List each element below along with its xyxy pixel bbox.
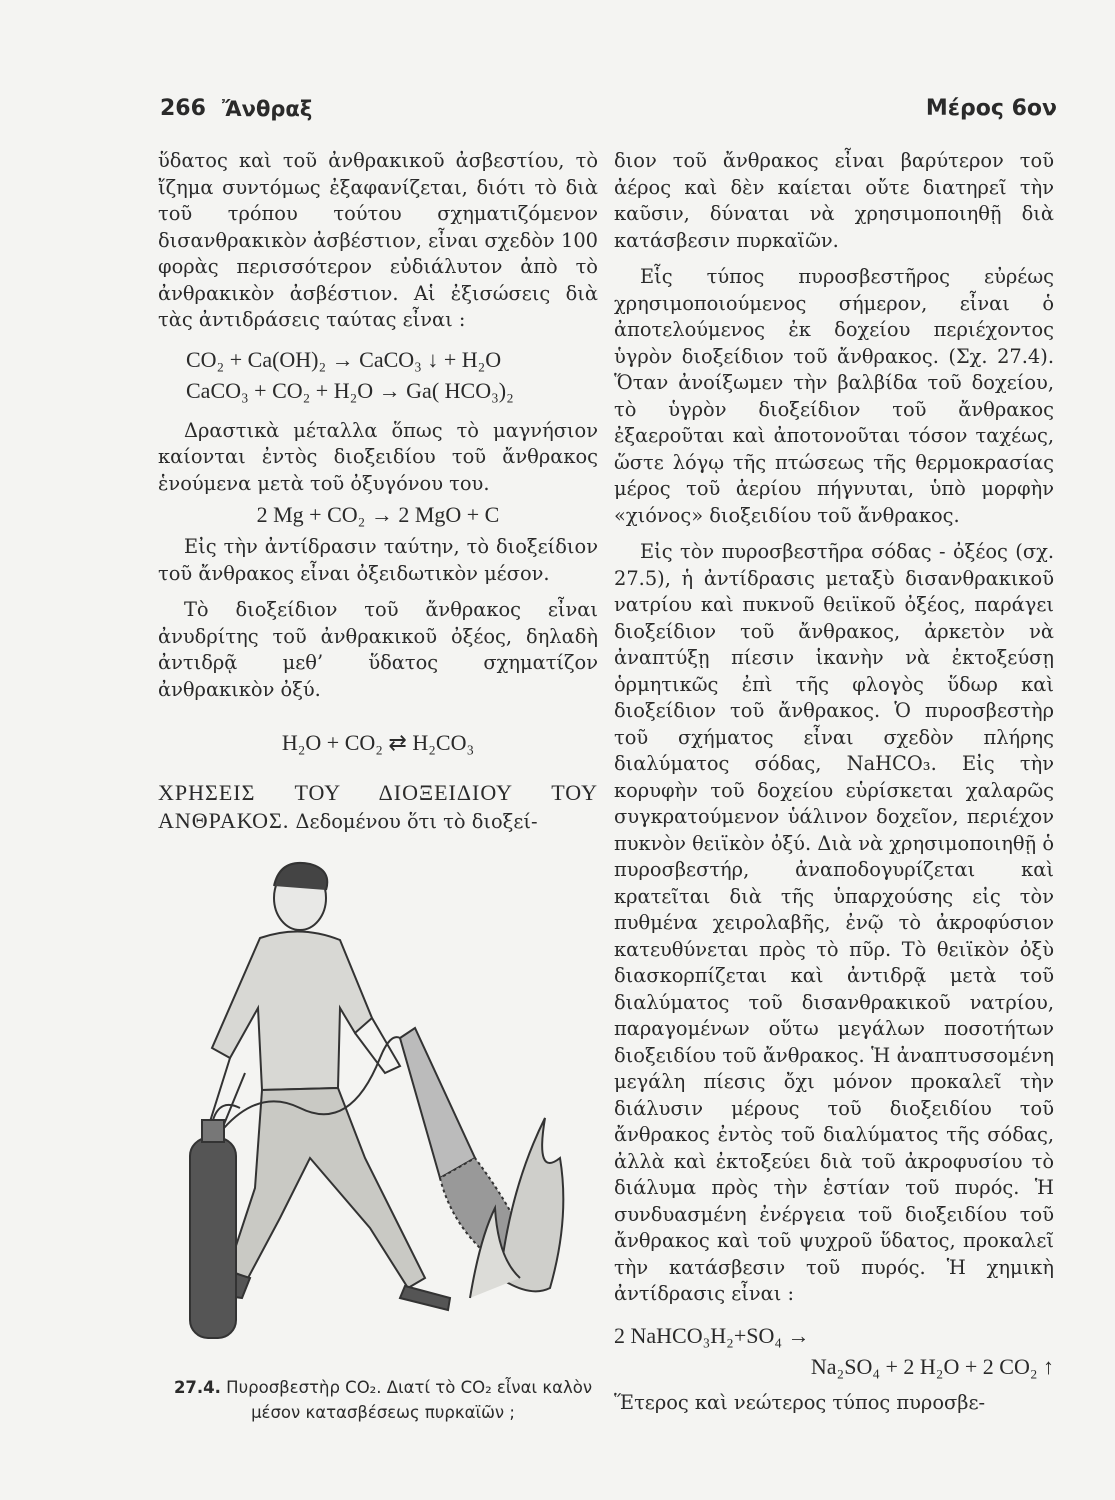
equation: H₂O + CO₂ ⇄ H₂CO₃ <box>281 730 475 755</box>
part-title: Μέρος 6ον <box>925 96 1057 121</box>
running-title: Ἄνθραξ <box>222 97 313 121</box>
figure-number: 27.4. <box>173 1378 221 1397</box>
paragraph: Ἕτερος καὶ νεώτερος τύπος πυροσβε- <box>614 1390 986 1414</box>
equation: CaCO₃ + CO₂ + H₂O → Ga( HCO₃)₂ <box>186 377 514 403</box>
section-heading-paragraph <box>158 780 598 835</box>
left-column <box>158 148 598 845</box>
paragraph: ὕδατος καὶ τοῦ ἀνθρακικοῦ ἀσβεστίου, τὸ ἴζημα συντόμως ἐξαφανίζεται, διότι τὸ διὰ τοῦ τρόπου τούτου σχηματιζόμενον δισανθρακικὸν ἀσβέστιον, εἶναι σχεδὸν 100 φορὰς περισσότερον εὐδιάλυτον ἀπὸ τὸ ἀνθρακικὸν ἀσβέστιον. Αἱ ἐξισώσεις διὰ τὰς ἀντιδράσεις ταύτας εἶναι : <box>158 149 598 331</box>
heading-continuation: Δεδομένου ὅτι τὸ διοξεί- <box>295 809 538 833</box>
paragraph: Εἰς τὸν πυροσβεστῆρα σόδας - ὀξέος (σχ. 27.5), ἡ ἀντίδρασις μεταξὺ δισανθρακικοῦ νατρίου καὶ πυκνοῦ θειϊκοῦ ὀξέος, παράγει διοξείδιον τοῦ ἄνθρακος, ἀρκετὸν νὰ ἀναπτύξῃ πίεσιν ἱκανὴν νὰ ἐκτοξεύσῃ ὁρμητικῶς ἐπὶ τῆς φλογὸς ὕδωρ καὶ διοξείδιον τοῦ ἄνθρακος. Ὁ πυροσβεστὴρ τοῦ σχήματος εἶναι σχεδὸν πλήρης διαλύματος σόδας, NaHCO₃. Εἰς τὴν κορυφὴν τοῦ δοχείου εὑρίσκεται χαλαρῶς συγκρατούμενον ὑάλινον δοχεῖον, περιέχον πυκνὸν θειϊκὸν ὀξύ. Διὰ νὰ χρησιμοποιηθῇ ὁ πυροσβεστήρ, ἀναποδογυρίζεται καὶ κρατεῖται διὰ τῆς ὑπαρχούσης εἰς τὸν πυθμένα χειρολαβῆς, ἐνῷ τὸ ἀκροφύσιον κατευθύνεται πρὸς τὸ πῦρ. Τὸ θειϊκὸν ὀξὺ διασκορπίζεται καὶ ἀντιδρᾷ μετὰ τοῦ διαλύματος τοῦ δισανθρακικοῦ νατρίου, παραγομένων οὕτω μεγάλων ποσοτήτων διοξειδίου τοῦ ἄνθρακος. Ἡ ἀναπτυσσομένη μεγάλη πίεσις ὄχι μόνον προκαλεῖ τὴν διάλυσιν μέρους τοῦ διοξειδίου τοῦ ἄνθρακος ἐντὸς τοῦ διαλύματος τῆς σόδας, ἀλλὰ καὶ ἐκτοξεύει διὰ τοῦ ἀκροφυσίου τὸ διάλυμα πρὸς τὴν ἑστίαν τοῦ πυρός. Ἡ συνδυασμένη ἐνέργεια τοῦ διοξειδίου τοῦ ἄνθρακος καὶ τοῦ ψυχροῦ ὕδατος, προκαλεῖ τὴν κατάσβεσιν τοῦ πυρός. Ἡ χημικὴ ἀντίδρασις εἶναι : <box>614 540 1054 1305</box>
equation-line: 2 NaHCO₃H₂+SO₄ → <box>614 1322 810 1348</box>
equation: 2 Mg + CO₂ → 2 MgO + C <box>256 502 500 527</box>
section-heading: ΧΡΗΣΕΙΣ ΤΟΥ ΔΙΟΞΕΙΔΙΟΥ ΤΟΥ ΑΝΘΡΑΚΟΣ. <box>158 780 598 833</box>
equation-block <box>614 1320 1054 1382</box>
right-column <box>614 148 1054 1426</box>
paragraph: Τὸ διοξείδιον τοῦ ἄνθρακος εἶναι ἀνυδρίτης τοῦ ἀνθρακικοῦ ὀξέος, δηλαδὴ ἀντιδρᾷ μεθ’ ὕδατος σχηματίζον ἀνθρακικὸν ὀξύ. <box>158 598 598 701</box>
caption-text: Πυροσβεστὴρ CO₂. Διατί τὸ CO₂ εἶναι καλὸν μέσον κατασβέσεως πυρκαϊῶν ; <box>226 1378 593 1422</box>
paragraph: διον τοῦ ἄνθρακος εἶναι βαρύτερον τοῦ ἀέρος καὶ δὲν καίεται οὔτε διατηρεῖ τὴν καῦσιν, δύναται νὰ χρησιμοποιηθῇ διὰ κατάσβεσιν πυρκαϊῶν. <box>614 149 1054 252</box>
paragraph: Εἰς τὴν ἀντίδρασιν ταύτην, τὸ διοξείδιον τοῦ ἄνθρακος εἶναι ὀξειδωτικὸν μέσον. <box>158 535 598 585</box>
equation-line: Na₂SO₄ + 2 H₂O + 2 CO₂ ↑ <box>810 1353 1054 1379</box>
paragraph: Εἷς τύπος πυροσβεστῆρος εὐρέως χρησιμοποιούμενος σήμερον, εἶναι ὁ ἀποτελούμενος ἐκ δοχείου περιέχοντος ὑγρὸν διοξείδιον τοῦ ἄνθρακος. (Σχ. 27.4). Ὅταν ἀνοίξωμεν τὴν βαλβίδα τοῦ δοχείου, τὸ ὑγρὸν διοξείδιον τοῦ ἄνθρακος ἐξαεροῦται καὶ ἀποτονοῦται τόσον ταχέως, ὥστε λόγῳ τῆς πτώσεως τῆς θερμοκρασίας μέρος τοῦ ἀερίου πήγνυται, ὑπὸ μορφὴν «χιόνος» διοξειδίου τοῦ ἄνθρακος. <box>614 265 1054 527</box>
fire-extinguisher-illustration <box>150 858 610 1368</box>
paragraph: Δραστικὰ μέταλλα ὅπως τὸ μαγνήσιον καίονται ἐντὸς διοξειδίου τοῦ ἄνθρακος ἑνούμενα μετὰ τοῦ ὀξυγόνου του. <box>158 418 598 495</box>
figure-caption <box>158 1375 608 1425</box>
equation-block <box>158 344 598 406</box>
page-number: 266 <box>160 96 206 121</box>
equation: CO₂ + Ca(OH)₂ → CaCO₃ ↓ + H₂O <box>186 346 502 372</box>
